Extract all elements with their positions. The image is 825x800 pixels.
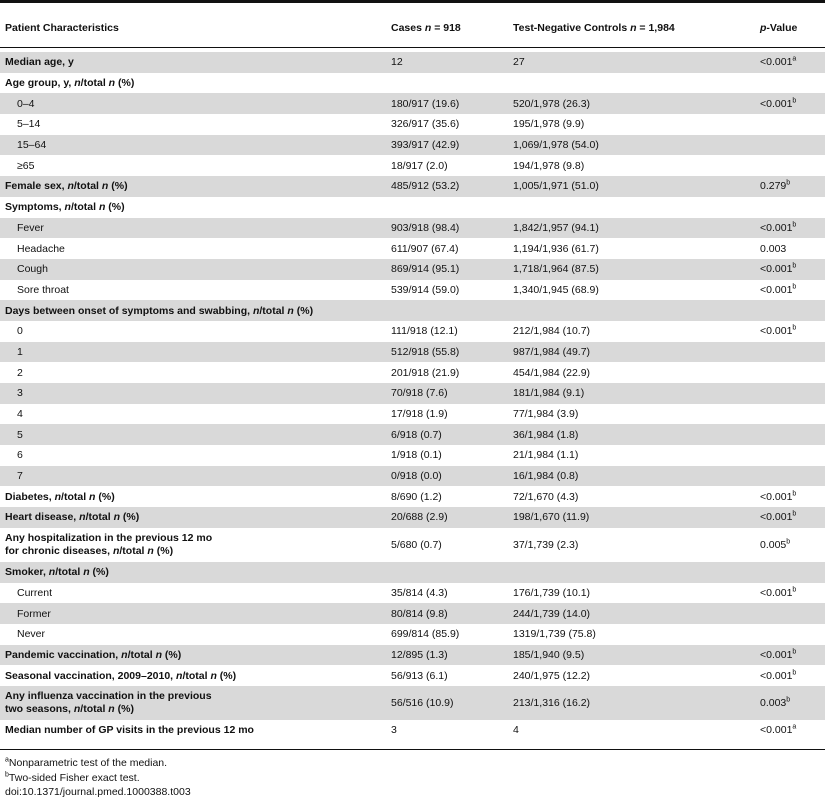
p-value-footnote-mark: b: [786, 538, 791, 546]
table-row: [0, 424, 825, 445]
cases-value: 5/680 (0.7): [391, 538, 442, 551]
controls-value: 1,842/1,957 (94.1): [513, 221, 599, 234]
table-row: [0, 507, 825, 528]
cases-value: 80/814 (9.8): [391, 607, 448, 620]
cases-value: 3: [391, 724, 397, 737]
controls-value: 4: [513, 724, 519, 737]
row-label: Median number of GP visits in the previous 12 mo: [5, 724, 254, 737]
table-row: [0, 321, 825, 342]
table-row: [0, 720, 825, 741]
cases-value: 20/688 (2.9): [391, 511, 448, 524]
p-value-footnote-mark: b: [792, 262, 797, 270]
row-label: Symptoms, n/total n (%): [5, 201, 125, 214]
p-value-footnote-mark: b: [792, 648, 797, 656]
controls-value: 77/1,984 (3.9): [513, 408, 579, 421]
cases-value: 485/912 (53.2): [391, 180, 460, 193]
cases-value: 611/907 (67.4): [391, 242, 459, 255]
row-label: 6: [17, 449, 23, 462]
p-value-footnote-mark: a: [792, 55, 797, 63]
footnote-a: [5, 757, 167, 769]
controls-value: 1,194/1,936 (61.7): [513, 242, 599, 255]
row-label: Median age, y: [5, 56, 74, 69]
controls-value: 987/1,984 (49.7): [513, 345, 591, 358]
doi-line: doi:10.1371/journal.pmed.1000388.t003: [5, 786, 191, 798]
row-label: 5: [17, 428, 23, 441]
table-row: [0, 362, 825, 383]
p-value: <0.001$^b$: [760, 586, 797, 599]
p-value: 0.005$^b$: [760, 538, 791, 551]
footnote-b-text: Two-sided Fisher exact test.: [8, 772, 140, 784]
row-label: Female sex, n/total n (%): [5, 180, 128, 193]
table-row: [0, 583, 825, 604]
footnote-a-mark: a: [5, 756, 9, 764]
row-label: Diabetes, n/total n (%): [5, 490, 115, 503]
row-label: Fever: [17, 221, 44, 234]
controls-value: 194/1,978 (9.8): [513, 159, 585, 172]
row-label: Days between onset of symptoms and swabbing, n/total n (%): [5, 304, 314, 317]
cases-value: 903/918 (98.4): [391, 221, 460, 234]
table-row: [0, 135, 825, 156]
footnote-b-mark: b: [5, 771, 9, 779]
table-row: [0, 52, 825, 73]
table-row: [0, 466, 825, 487]
row-label: 3: [17, 387, 23, 400]
p-value: 0.003$^b$: [760, 696, 791, 709]
p-value: <0.001$^b$: [760, 262, 797, 276]
table-row: [0, 218, 825, 239]
table-row: [0, 486, 825, 507]
controls-value: 244/1,739 (14.0): [513, 607, 591, 620]
p-value: <0.001$^b$: [760, 510, 797, 524]
p-value-footnote-mark: b: [792, 669, 797, 677]
cases-value: 201/918 (21.9): [391, 366, 460, 379]
p-value-footnote-mark: b: [792, 490, 797, 498]
cases-value: 539/914 (59.0): [391, 283, 460, 296]
p-value-footnote-mark: b: [792, 283, 797, 291]
p-value-footnote-mark: b: [792, 221, 797, 229]
p-value: 0.003: [760, 242, 787, 255]
table-row: [0, 259, 825, 280]
table-row: [0, 528, 825, 562]
cases-value: 70/918 (7.6): [391, 387, 448, 400]
controls-value: 1,340/1,945 (68.9): [513, 283, 599, 296]
cases-value: 393/917 (42.9): [391, 139, 460, 152]
header-controls: Test-Negative Controls n = 1,984: [513, 22, 675, 34]
cases-value: 18/917 (2.0): [391, 159, 448, 172]
top-rule: [0, 0, 825, 3]
controls-value: 181/1,984 (9.1): [513, 387, 585, 400]
row-label: Seasonal vaccination, 2009–2010, n/total n (%): [5, 669, 237, 682]
table-row: [0, 686, 825, 720]
row-label: 15–64: [17, 139, 47, 152]
table-row: [0, 645, 825, 666]
bottom-rule: [0, 749, 825, 750]
table-row: [0, 665, 825, 686]
table-row: [0, 562, 825, 583]
p-value: <0.001$^b$: [760, 490, 797, 503]
table-row: [0, 404, 825, 425]
cases-value: 111/918 (12.1): [391, 325, 458, 338]
table-row: [0, 93, 825, 114]
row-label: 4: [17, 408, 23, 421]
row-label: 1: [17, 345, 23, 358]
row-label: Never: [17, 628, 46, 641]
cases-value: 869/914 (95.1): [391, 263, 460, 276]
table-row: [0, 445, 825, 466]
table-row: [0, 624, 825, 645]
cases-value: 1/918 (0.1): [391, 449, 442, 462]
controls-value: 176/1,739 (10.1): [513, 586, 591, 599]
controls-value: 16/1,984 (0.8): [513, 470, 579, 483]
table-row: [0, 197, 825, 218]
p-value: <0.001$^b$: [760, 221, 797, 234]
row-label: 2: [17, 366, 23, 379]
row-label: Smoker, n/total n (%): [5, 566, 109, 579]
controls-value: 213/1,316 (16.2): [513, 696, 591, 709]
row-label: Age group, y, n/total n (%): [5, 77, 135, 90]
p-value-footnote-mark: b: [792, 97, 797, 105]
cases-value: 35/814 (4.3): [391, 586, 448, 599]
footnote-b: [5, 772, 140, 784]
table-row: [0, 155, 825, 176]
table-row: [0, 238, 825, 259]
controls-value: 36/1,984 (1.8): [513, 428, 579, 441]
controls-value: 37/1,739 (2.3): [513, 538, 579, 551]
table-row: [0, 342, 825, 363]
cases-value: 56/913 (6.1): [391, 669, 448, 682]
p-value-footnote-mark: a: [792, 723, 797, 731]
row-label: Heart disease, n/total n (%): [5, 511, 140, 524]
controls-value: 1319/1,739 (75.8): [513, 628, 596, 641]
cases-value: 180/917 (19.6): [391, 97, 460, 110]
p-value-footnote-mark: b: [792, 510, 797, 518]
p-value: <0.001$^b$: [760, 669, 797, 682]
row-label: Current: [17, 586, 53, 599]
p-value: 0.279$^b$: [760, 179, 791, 193]
header-patient-characteristics: Patient Characteristics: [5, 22, 119, 34]
controls-value: 72/1,670 (4.3): [513, 490, 579, 503]
controls-value: 21/1,984 (1.1): [513, 449, 579, 462]
cases-value: 12/895 (1.3): [391, 648, 448, 661]
cases-value: 56/516 (10.9): [391, 696, 454, 709]
controls-value: 520/1,978 (26.3): [513, 97, 591, 110]
header-p-value: p-Value: [760, 22, 798, 34]
cases-value: 12: [391, 56, 403, 69]
table-row: [0, 383, 825, 404]
row-label: Headache: [17, 242, 65, 255]
row-label: ≥65: [17, 159, 35, 172]
controls-value: 27: [513, 56, 525, 69]
p-value-footnote-mark: b: [786, 179, 791, 187]
cases-value: 512/918 (55.8): [391, 345, 460, 358]
row-label: Any hospitalization in the previous 12 mo for chronic diseases, n/total n (%): [5, 531, 213, 557]
p-value-footnote-mark: b: [792, 324, 797, 332]
row-label: Pandemic vaccination, n/total n (%): [5, 648, 182, 661]
controls-value: 212/1,984 (10.7): [513, 325, 591, 338]
p-value: <0.001$^a$: [760, 723, 797, 737]
header-cases: Cases n = 918: [391, 22, 461, 34]
controls-value: 454/1,984 (22.9): [513, 366, 591, 379]
row-label: 0–4: [17, 97, 35, 110]
header-rule: [0, 47, 825, 48]
row-label: Sore throat: [17, 283, 69, 296]
row-label: Former: [17, 607, 51, 620]
controls-value: 1,005/1,971 (51.0): [513, 180, 599, 193]
table-row: [0, 603, 825, 624]
cases-value: 8/690 (1.2): [391, 490, 442, 503]
controls-value: 198/1,670 (11.9): [513, 511, 590, 524]
row-label: 0: [17, 325, 23, 338]
p-value: <0.001$^b$: [760, 97, 797, 110]
table-row: [0, 280, 825, 301]
controls-value: 1,718/1,964 (87.5): [513, 263, 599, 276]
cases-value: 6/918 (0.7): [391, 428, 442, 441]
p-value: <0.001$^a$: [760, 55, 797, 69]
p-value: <0.001$^b$: [760, 324, 797, 338]
controls-value: 195/1,978 (9.9): [513, 118, 585, 131]
table-row: [0, 114, 825, 135]
table-body: [0, 52, 825, 741]
cases-value: 326/917 (35.6): [391, 118, 460, 131]
controls-value: 1,069/1,978 (54.0): [513, 139, 599, 152]
row-label: 5–14: [17, 118, 41, 131]
controls-value: 240/1,975 (12.2): [513, 669, 591, 682]
row-label: Any influenza vaccination in the previous two seasons, n/total n (%): [5, 689, 212, 715]
footnote-a-text: Nonparametric test of the median.: [8, 757, 168, 769]
controls-value: 185/1,940 (9.5): [513, 648, 585, 661]
row-label: Cough: [17, 263, 48, 276]
p-value: <0.001$^b$: [760, 648, 797, 661]
p-value-footnote-mark: b: [786, 696, 791, 704]
row-label: 7: [17, 470, 23, 483]
cases-value: 0/918 (0.0): [391, 470, 442, 483]
p-value-footnote-mark: b: [792, 586, 797, 594]
table-row: [0, 176, 825, 197]
p-value: <0.001$^b$: [760, 283, 797, 296]
table-row: [0, 300, 825, 321]
table-row: [0, 73, 825, 94]
cases-value: 699/814 (85.9): [391, 628, 460, 641]
cases-value: 17/918 (1.9): [391, 408, 448, 421]
table-header: [0, 22, 825, 46]
